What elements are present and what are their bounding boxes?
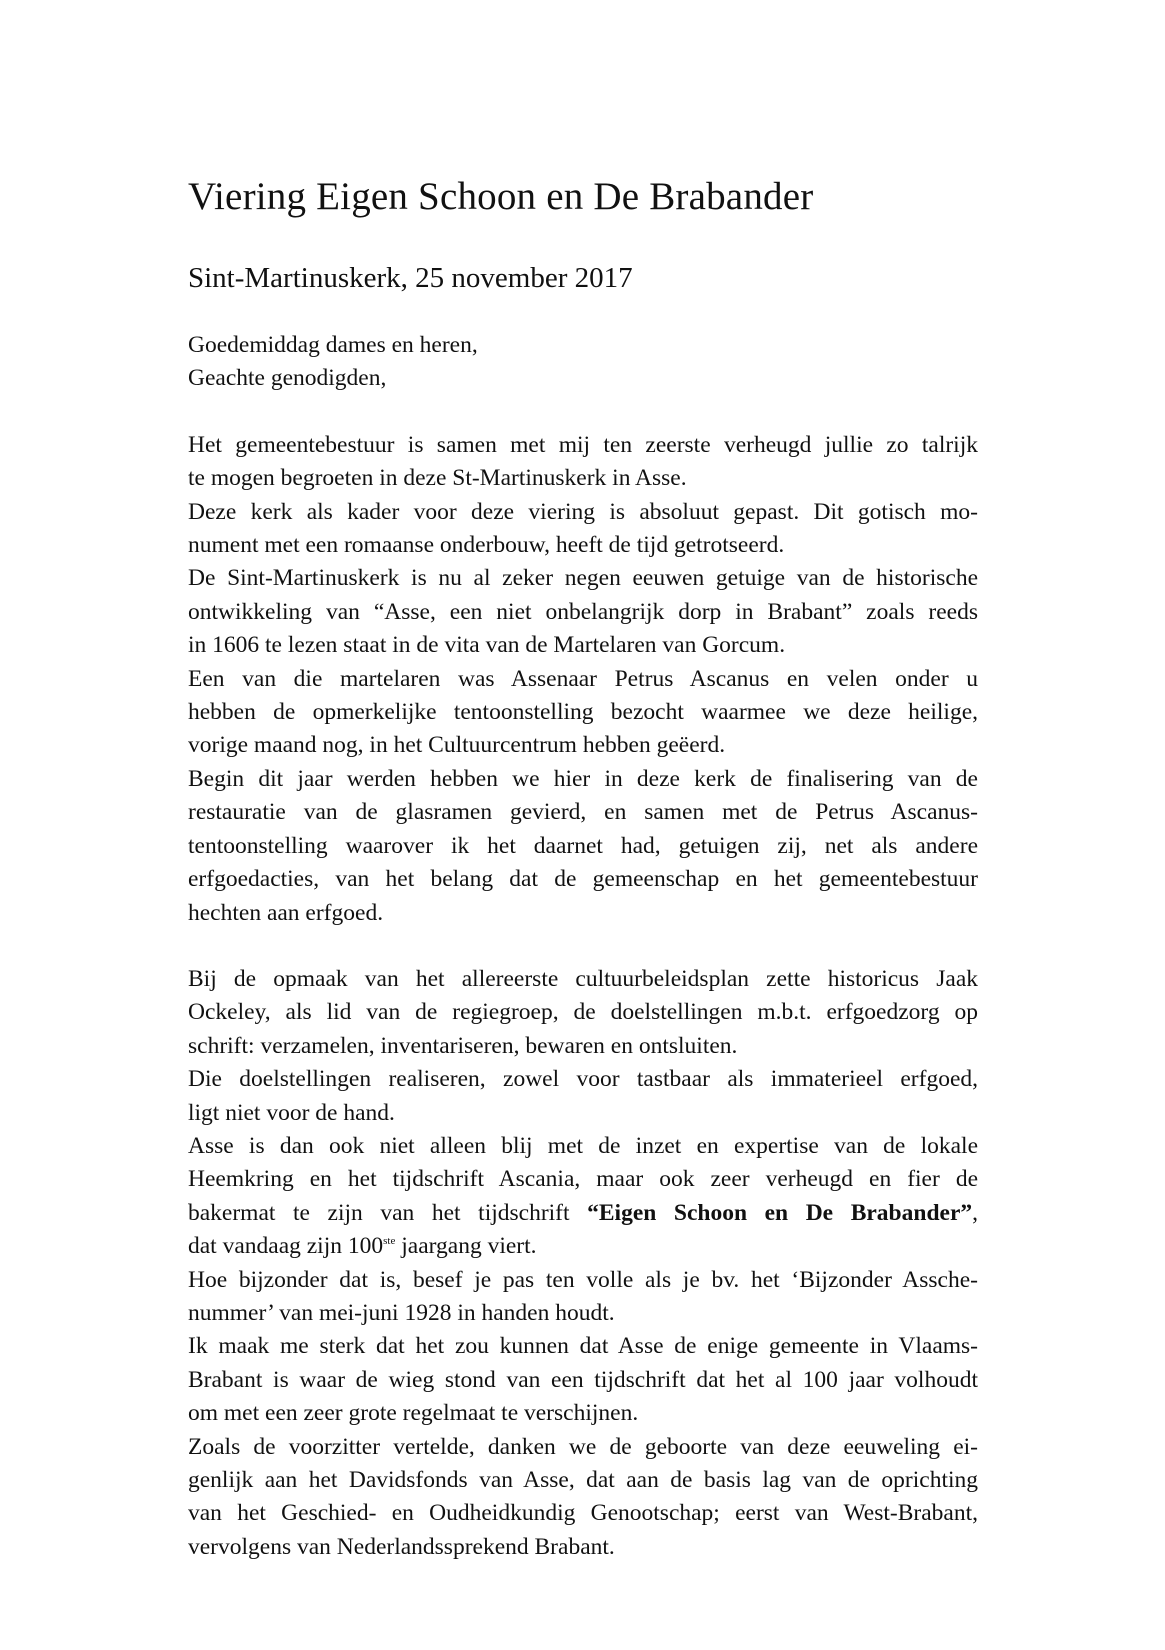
- text-line: Het gemeentebestuur is samen met mij ten zeerste verheugd jullie zo talrijk: [188, 431, 978, 458]
- text-line: vorige maand nog, in het Cultuurcentrum hebben geëerd.: [188, 732, 726, 759]
- text-line: restauratie van de glasramen gevierd, en samen met de Petrus Ascanus-: [188, 799, 978, 826]
- document-title: Viering Eigen Schoon en De Brabander: [188, 175, 814, 218]
- text-line: om met een zeer grote regelmaat te verschijnen.: [188, 1400, 639, 1427]
- salutation-line: Geachte genodigden,: [188, 365, 387, 392]
- salutation: [188, 329, 978, 396]
- text-line: Ockeley, als lid van de regiegroep, de doelstellingen m.b.t. erfgoedzorg op: [188, 999, 978, 1026]
- text-line: Brabant is waar de wieg stond van een tijdschrift dat het al 100 jaar volhoudt: [188, 1366, 978, 1393]
- text-line: van het Geschied- en Oudheidkundig Genootschap; eerst van West-Brabant,: [188, 1500, 978, 1527]
- text-line: hebben de opmerkelijke tentoonstelling bezocht waarmee we deze heilige,: [188, 699, 978, 726]
- text-line: Heemkring en het tijdschrift Ascania, maar ook zeer verheugd en fier de: [188, 1166, 978, 1193]
- text-line: vervolgens van Nederlandssprekend Brabant.: [188, 1533, 615, 1560]
- text-line: Bij de opmaak van het allereerste cultuurbeleidsplan zette historicus Jaak: [188, 965, 978, 992]
- ordinal-superscript: ste: [383, 1235, 396, 1248]
- text-line: Een van die martelaren was Assenaar Petrus Ascanus en velen onder u: [188, 665, 978, 692]
- text-line: Asse is dan ook niet alleen blij met de inzet en expertise van de lokale: [188, 1132, 978, 1159]
- text-run: ,: [972, 1199, 978, 1226]
- text-run: jaargang viert.: [395, 1233, 537, 1260]
- journal-title-bold: “Eigen Schoon en De Brabander”: [587, 1199, 973, 1226]
- text-line: Hoe bijzonder dat is, besef je pas ten volle als je bv. het ‘Bijzonder Assche-: [188, 1266, 978, 1293]
- text-line: Zoals de voorzitter vertelde, danken we de geboorte van deze eeuweling ei-: [188, 1433, 978, 1460]
- text-run: dat vandaag zijn 100: [188, 1233, 384, 1260]
- text-line: Begin dit jaar werden hebben we hier in deze kerk de finalisering van de: [188, 765, 978, 792]
- salutation-line: Goedemiddag dames en heren,: [188, 332, 478, 358]
- text-line: tentoonstelling waarover ik het daarnet had, getuigen zij, net als andere: [188, 832, 978, 859]
- text-line: erfgoedacties, van het belang dat de gemeenschap en het gemeentebestuur: [188, 866, 978, 893]
- paragraph-2: [188, 963, 978, 1564]
- text-line: in 1606 te lezen staat in de vita van de Martelaren van Gorcum.: [188, 632, 786, 659]
- paragraph-1: [188, 429, 978, 930]
- text-run: bakermat te zijn van het tijdschrift: [188, 1199, 588, 1226]
- text-line: ontwikkeling van “Asse, een niet onbelangrijk dorp in Brabant” zoals reeds: [188, 598, 978, 625]
- text-line: Ik maak me sterk dat het zou kunnen dat Asse de enige gemeente in Vlaams-: [188, 1333, 978, 1360]
- text-line: Die doelstellingen realiseren, zowel voor tastbaar als immaterieel erfgoed,: [188, 1066, 978, 1093]
- text-line: ligt niet voor de hand.: [188, 1099, 395, 1126]
- text-line: Deze kerk als kader voor deze viering is absoluut gepast. Dit gotisch mo-: [188, 498, 978, 525]
- document-subtitle: Sint-Martinuskerk, 25 november 2017: [188, 262, 633, 294]
- text-line: genlijk aan het Davidsfonds van Asse, dat aan de basis lag van de oprichting: [188, 1467, 978, 1493]
- text-line: nummer’ van mei-juni 1928 in handen houdt.: [188, 1299, 615, 1326]
- jaargang-line: [188, 1230, 978, 1263]
- bakermat-line: [188, 1197, 978, 1230]
- document-page: [188, 172, 978, 1564]
- text-line: schrift: verzamelen, inventariseren, bewaren en ontsluiten.: [188, 1032, 738, 1059]
- text-line: te mogen begroeten in deze St-Martinuskerk in Asse.: [188, 465, 687, 492]
- text-line: nument met een romaanse onderbouw, heeft de tijd getrotseerd.: [188, 532, 785, 559]
- text-line: De Sint-Martinuskerk is nu al zeker negen eeuwen getuige van de historische: [188, 565, 978, 592]
- text-line: hechten aan erfgoed.: [188, 899, 384, 926]
